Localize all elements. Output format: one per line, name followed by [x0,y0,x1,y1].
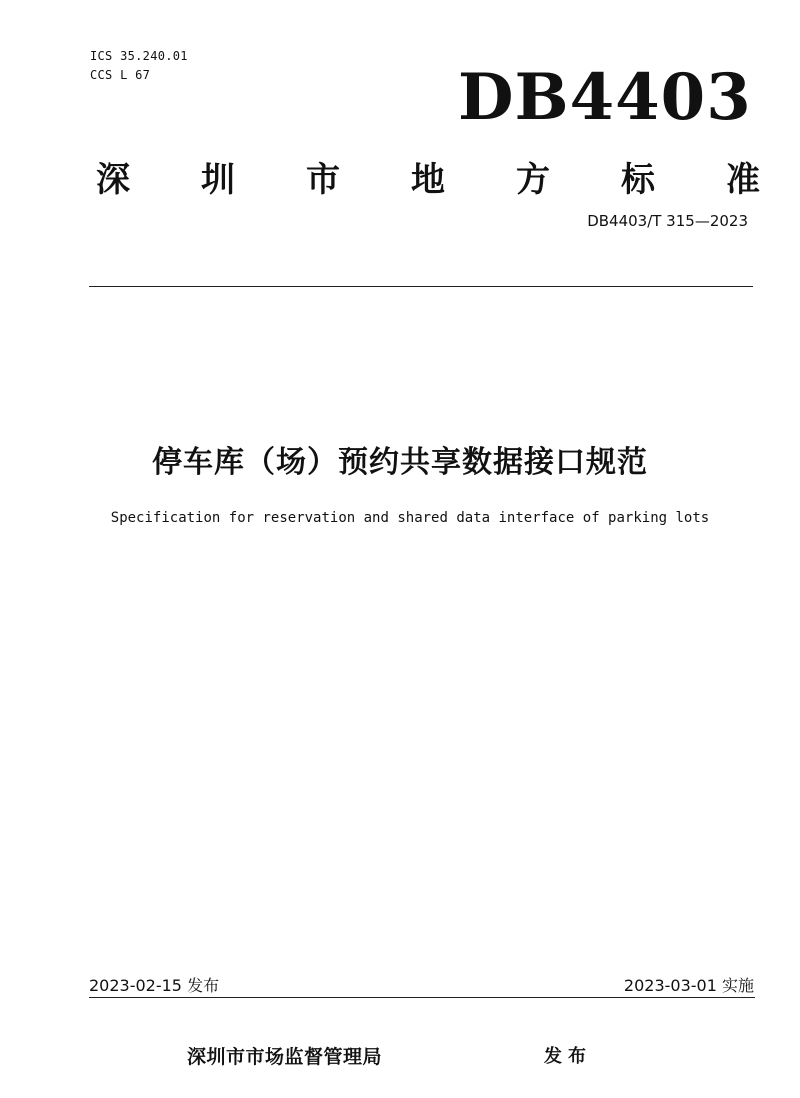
document-title-english: Specification for reservation and shared data interface of parking lots [110,510,710,526]
implementation-date: 2023-03-01 实施 [623,976,754,995]
standard-number: DB4403/T 315—2023 [587,212,748,230]
standard-type-char: 圳 [201,159,235,200]
standard-type-char: 标 [621,159,655,200]
issue-date: 2023-02-15 发布 [89,976,220,995]
ics-code: ICS 35.240.01 [90,49,188,63]
standard-type-char: 方 [516,159,550,200]
standard-type [96,152,760,200]
header-divider [89,286,753,287]
standard-type-char: 深 [96,159,130,200]
document-title-chinese: 停车库（场）预约共享数据接口规范 [152,445,648,480]
standard-type-char: 市 [306,159,340,200]
ccs-code: CCS L 67 [90,68,151,82]
standard-type-char: 地 [411,159,445,200]
issuing-authority: 深圳市市场监督管理局 [187,1046,383,1068]
standard-type-char: 准 [726,159,760,200]
issue-label: 发布 [544,1046,592,1067]
footer-divider [89,997,755,998]
classification-codes [90,47,188,85]
standard-code: DB4403 [458,60,752,135]
